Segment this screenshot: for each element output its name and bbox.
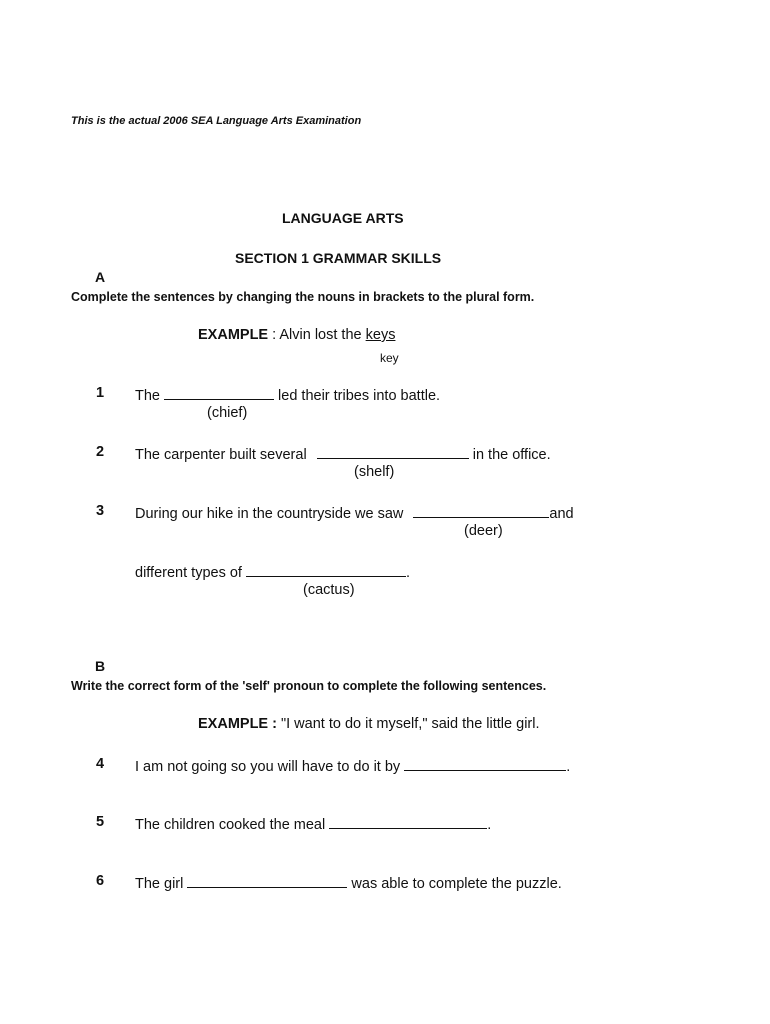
question-1: [135, 385, 440, 404]
question-3-line-2: [135, 562, 410, 581]
answer-blank-2[interactable]: [317, 444, 469, 459]
question-4: [135, 756, 570, 775]
example-label: EXAMPLE: [198, 327, 269, 343]
section-title: SECTION 1 GRAMMAR SKILLS: [235, 250, 442, 266]
question-5-after: .: [487, 817, 492, 833]
question-3: [135, 503, 574, 522]
answer-blank-6[interactable]: [187, 873, 347, 888]
question-6-after: was able to complete the puzzle.: [347, 876, 562, 892]
question-1-hint: (chief): [207, 405, 248, 421]
question-3-line2-after: .: [405, 565, 410, 581]
question-5-before: The children cooked the meal: [135, 817, 330, 833]
question-3-before: During our hike in the countryside we saw: [135, 506, 408, 522]
question-2-after: in the office.: [468, 447, 551, 463]
example-text: : Alvin lost the: [268, 327, 366, 343]
answer-blank-3b[interactable]: [246, 562, 406, 577]
question-number-6: 6: [96, 873, 105, 889]
question-number-4: 4: [96, 756, 105, 772]
question-6-before: The girl: [135, 876, 188, 892]
question-number-2: 2: [96, 444, 105, 460]
question-6: [135, 873, 562, 892]
question-3-line2-before: different types of: [135, 565, 246, 581]
question-2-before: The carpenter built several: [135, 447, 311, 463]
question-4-after: .: [566, 759, 571, 775]
part-a-example: [198, 327, 395, 343]
question-5: [135, 814, 491, 833]
exam-note: This is the actual 2006 SEA Language Arts Examination: [71, 115, 362, 127]
question-3-hint: (deer): [464, 523, 503, 539]
question-4-before: I am not going so you will have to do it by: [135, 759, 405, 775]
answer-blank-3a[interactable]: [413, 503, 549, 518]
example-hint: key: [380, 351, 399, 365]
question-1-before: The: [135, 388, 165, 404]
part-a-letter: A: [95, 269, 106, 285]
answer-blank-5[interactable]: [329, 814, 487, 829]
question-number-3: 3: [96, 503, 105, 519]
question-3-after: and: [549, 506, 574, 522]
part-b-instruction: Write the correct form of the 'self' pronoun to complete the following sentences.: [71, 679, 547, 693]
question-number-1: 1: [96, 385, 105, 401]
page-title: LANGUAGE ARTS: [282, 210, 404, 226]
answer-blank-1[interactable]: [164, 385, 274, 400]
part-b-letter: B: [95, 658, 106, 674]
question-number-5: 5: [96, 814, 105, 830]
part-a-instruction: Complete the sentences by changing the nouns in brackets to the plural form.: [71, 290, 535, 304]
question-1-after: led their tribes into battle.: [274, 388, 441, 404]
question-2-hint: (shelf): [354, 464, 395, 480]
example-b-label: EXAMPLE :: [198, 716, 277, 732]
question-2: [135, 444, 551, 463]
answer-blank-4[interactable]: [404, 756, 566, 771]
example-answer: keys: [365, 327, 396, 343]
question-3-hint-2: (cactus): [303, 582, 355, 598]
example-b-text: "I want to do it myself," said the little girl.: [276, 716, 540, 732]
part-b-example: [198, 716, 540, 732]
